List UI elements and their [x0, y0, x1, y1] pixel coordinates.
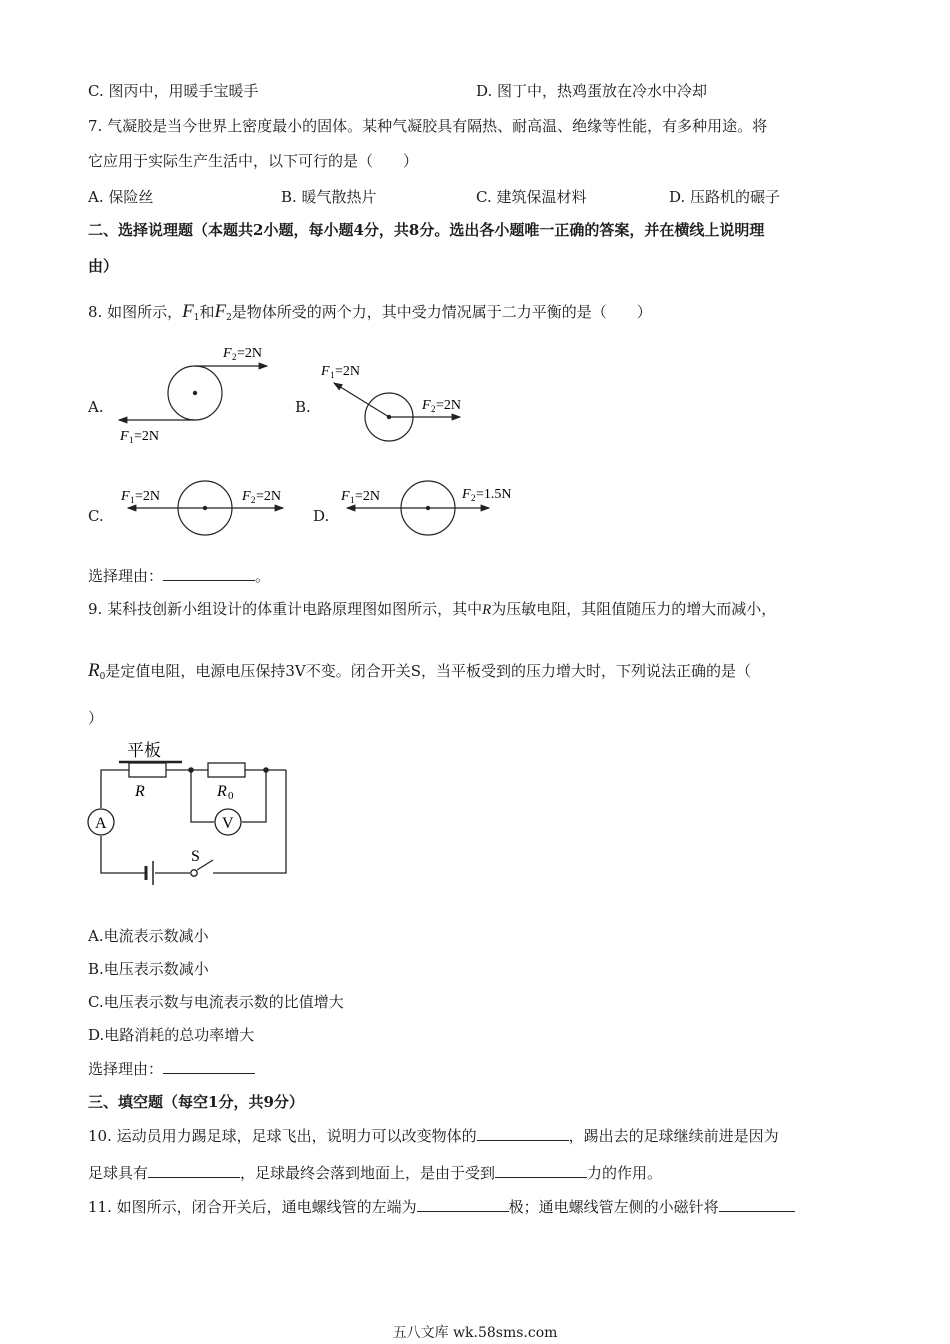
question-11-line1: 11. 如图所示，闭合开关后，通电螺线管的左端为 极；通电螺线管左侧的小磁针将	[88, 1196, 795, 1217]
svg-text:A: A	[95, 815, 107, 832]
q7-option-c: C. 建筑保温材料	[476, 188, 587, 206]
q8-label-a: A.	[88, 398, 104, 416]
question-10-line2: 足球具有 ，足球最终会落到地面上，是由于受到 力的作用。	[88, 1164, 663, 1182]
question-7-line1: 7. 气凝胶是当今世界上密度最小的固体。某种气凝胶具有隔热、耐高温、绝缘等性能，有多种用途。将	[88, 117, 768, 135]
svg-text:F: F	[341, 489, 350, 504]
svg-text:F: F	[120, 429, 129, 444]
svg-text:1: 1	[129, 435, 134, 445]
q8-reason: 选择理由： 。	[88, 567, 271, 585]
svg-text:2: 2	[431, 404, 436, 414]
q7-option-b: B. 暖气散热片	[281, 188, 377, 206]
q10-blank-3[interactable]	[495, 1163, 587, 1178]
question-9-line3: ）	[88, 709, 104, 727]
section-3-heading: 三、填空题（每空1分，共9分）	[88, 1093, 304, 1111]
svg-text:1: 1	[330, 370, 335, 380]
svg-text:2: 2	[471, 493, 476, 503]
option-c: C. 图丙中，用暖手宝暖手	[88, 82, 259, 100]
svg-text:=2N: =2N	[135, 489, 161, 504]
q9-option-c: C.电压表示数与电流表示数的比值增大	[88, 993, 344, 1011]
q7-option-a: A. 保险丝	[88, 188, 154, 206]
svg-text:0: 0	[228, 790, 234, 802]
section-2-heading-cont: 由）	[88, 257, 119, 275]
q8-label-d: D.	[313, 507, 330, 525]
svg-text:2: 2	[232, 352, 237, 362]
svg-text:=2N: =2N	[335, 364, 361, 379]
option-d: D. 图丁中，热鸡蛋放在冷水中冷却	[476, 82, 708, 100]
svg-text:=2N: =2N	[134, 429, 160, 444]
question-7-line2: 它应用于实际生产生活中，以下可行的是（ ）	[88, 152, 419, 170]
svg-text:=1.5N: =1.5N	[476, 487, 512, 502]
svg-text:F: F	[223, 346, 232, 361]
svg-text:S: S	[191, 848, 200, 865]
q8-label-c: C.	[88, 507, 104, 525]
svg-text:=2N: =2N	[436, 398, 462, 413]
svg-text:F: F	[462, 487, 471, 502]
question-10-line1: 10. 运动员用力踢足球，足球飞出，说明力可以改变物体的 ，踢出去的足球继续前进是因为	[88, 1127, 779, 1145]
svg-text:=2N: =2N	[237, 346, 263, 361]
q9-option-a: A.电流表示数减小	[88, 927, 209, 945]
svg-text:=2N: =2N	[355, 489, 381, 504]
svg-text:R: R	[217, 783, 227, 800]
question-8-stem: 8. 如图所示，$F_1$和$F_2$是物体所受的两个力，其中受力情况属于二力平衡的是（ ）	[88, 301, 652, 323]
svg-text:V: V	[222, 815, 234, 832]
svg-text:F: F	[422, 398, 431, 413]
q8-label-b: B.	[295, 398, 311, 416]
footer-watermark: 五八文库 wk.58sms.com	[392, 1325, 558, 1341]
svg-text:1: 1	[350, 495, 355, 505]
svg-text:平板: 平板	[127, 741, 161, 761]
question-9-line2: $R_0$是定值电阻，电源电压保持3V不变。闭合开关S，当平板受到的压力增大时，下列说法正确的是（	[88, 660, 751, 682]
svg-text:=2N: =2N	[256, 489, 282, 504]
q7-option-d: D. 压路机的碾子	[669, 188, 781, 206]
svg-text:1: 1	[130, 495, 135, 505]
q9-option-b: B.电压表示数减小	[88, 960, 209, 978]
svg-text:F: F	[321, 364, 330, 379]
svg-text:F: F	[242, 489, 251, 504]
q10-blank-2[interactable]	[148, 1163, 240, 1178]
question-9-line1: 9. 某科技创新小组设计的体重计电路原理图如图所示，其中R为压敏电阻，其阻值随压力的增大而减小，	[88, 600, 777, 618]
section-2-heading: 二、选择说理题（本题共2小题，每小题4分，共8分。选出各小题唯一正确的答案，并在横线上说明理	[88, 221, 765, 239]
q9-reason-blank[interactable]	[163, 1059, 255, 1074]
svg-text:2: 2	[251, 495, 256, 505]
svg-text:F: F	[121, 489, 130, 504]
q9-reason: 选择理由：	[88, 1058, 255, 1079]
q11-blank-2[interactable]	[719, 1197, 795, 1212]
svg-text:R: R	[135, 783, 145, 800]
q11-blank-1[interactable]	[417, 1197, 509, 1212]
q9-option-d: D.电路消耗的总功率增大	[88, 1026, 255, 1044]
q10-blank-1[interactable]	[477, 1126, 569, 1141]
